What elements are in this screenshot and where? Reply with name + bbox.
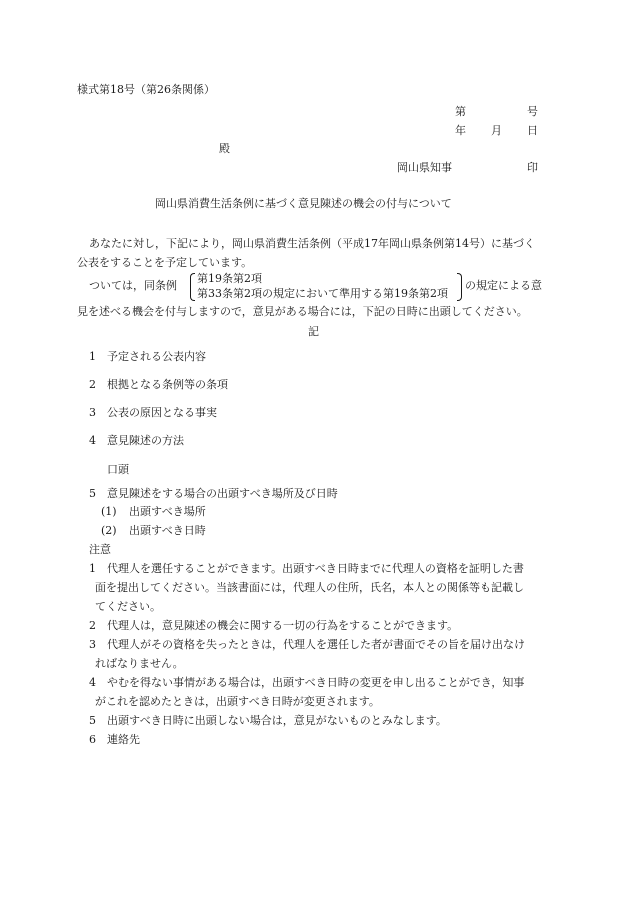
item-3-number: 3 <box>89 406 96 419</box>
doc-number-go: 号 <box>527 105 538 118</box>
note-4-line-2: がこれを認めたときは，出頭すべき日時が変更されます。 <box>95 695 380 708</box>
note-3-number: 3 <box>89 638 96 651</box>
note-1-line-1: 代理人を選任することができます。出頭すべき日時までに代理人の資格を証明した書 <box>107 562 524 575</box>
document-title: 岡山県消費生活条例に基づく意見陳述の機会の付与について <box>155 197 452 210</box>
item-1-text: 予定される公表内容 <box>107 350 206 363</box>
note-1-line-2: 面を提出してください。当該書面には，代理人の住所，氏名，本人との関係等も記載し <box>95 581 524 594</box>
item-5-sub-2-text: 出頭すべき日時 <box>129 524 206 537</box>
bracket-option-2: 第33条第2項の規定において準用する第19条第2項 <box>197 287 448 300</box>
article-bracket <box>190 272 460 302</box>
doc-number-dai: 第 <box>455 105 466 118</box>
item-2-number: 2 <box>89 378 96 391</box>
bracket-option-1: 第19条第2項 <box>197 272 262 285</box>
date-month: 月 <box>491 124 502 137</box>
item-5-number: 5 <box>89 487 96 500</box>
method-value: 口頭 <box>107 463 129 476</box>
bracket-right <box>457 273 462 301</box>
item-2-text: 根拠となる条例等の条項 <box>107 378 228 391</box>
intro-line-3-after: の規定による意 <box>465 279 542 292</box>
item-5-text: 意見陳述をする場合の出頭すべき場所及び日時 <box>107 487 338 500</box>
notes-heading: 注意 <box>89 543 111 556</box>
form-label: 様式第18号（第26条関係） <box>77 83 215 96</box>
note-1-number: 1 <box>89 562 96 575</box>
note-3-line-2: ればなりません。 <box>95 657 184 670</box>
item-3-text: 公表の原因となる事実 <box>107 406 217 419</box>
date-year: 年 <box>455 124 466 137</box>
note-5-line-1: 出頭すべき日時に出頭しない場合は，意見がないものとみなします。 <box>107 714 447 727</box>
intro-line-2: 公表をすることを予定しています。 <box>77 256 253 269</box>
intro-line-1: あなたに対し，下記により，岡山県消費生活条例（平成17年岡山県条例第14号）に基づく <box>89 237 535 250</box>
addressee-suffix: 殿 <box>219 142 230 155</box>
sender-name: 岡山県知事 <box>397 161 452 174</box>
note-1-line-3: てください。 <box>95 600 161 613</box>
note-2-number: 2 <box>89 619 96 632</box>
item-4-text: 意見陳述の方法 <box>107 434 184 447</box>
date-day: 日 <box>527 124 538 137</box>
note-3-line-1: 代理人がその資格を失ったときは，代理人を選任した者が書面でその旨を届け出なけ <box>107 638 525 651</box>
item-5-sub-1-number: (1) <box>101 505 117 518</box>
item-5-sub-2-number: (2) <box>101 524 117 537</box>
seal-mark: 印 <box>527 161 538 174</box>
bracket-left <box>190 273 195 301</box>
note-6-number: 6 <box>89 733 96 746</box>
note-6-line-1: 連絡先 <box>107 733 140 746</box>
note-4-number: 4 <box>89 676 96 689</box>
item-1-number: 1 <box>89 350 96 363</box>
note-5-number: 5 <box>89 714 96 727</box>
ki-heading: 記 <box>308 325 319 338</box>
item-4-number: 4 <box>89 434 96 447</box>
note-4-line-1: やむを得ない事情がある場合は，出頭すべき日時の変更を申し出ることができ，知事 <box>107 676 525 689</box>
intro-line-4: 見を述べる機会を付与しますので，意見がある場合には，下記の日時に出頭してください。 <box>77 305 528 318</box>
intro-line-3-before: ついては，同条例 <box>89 279 177 292</box>
note-2-line-1: 代理人は，意見陳述の機会に関する一切の行為をすることができます。 <box>107 619 459 632</box>
item-5-sub-1-text: 出頭すべき場所 <box>129 505 206 518</box>
